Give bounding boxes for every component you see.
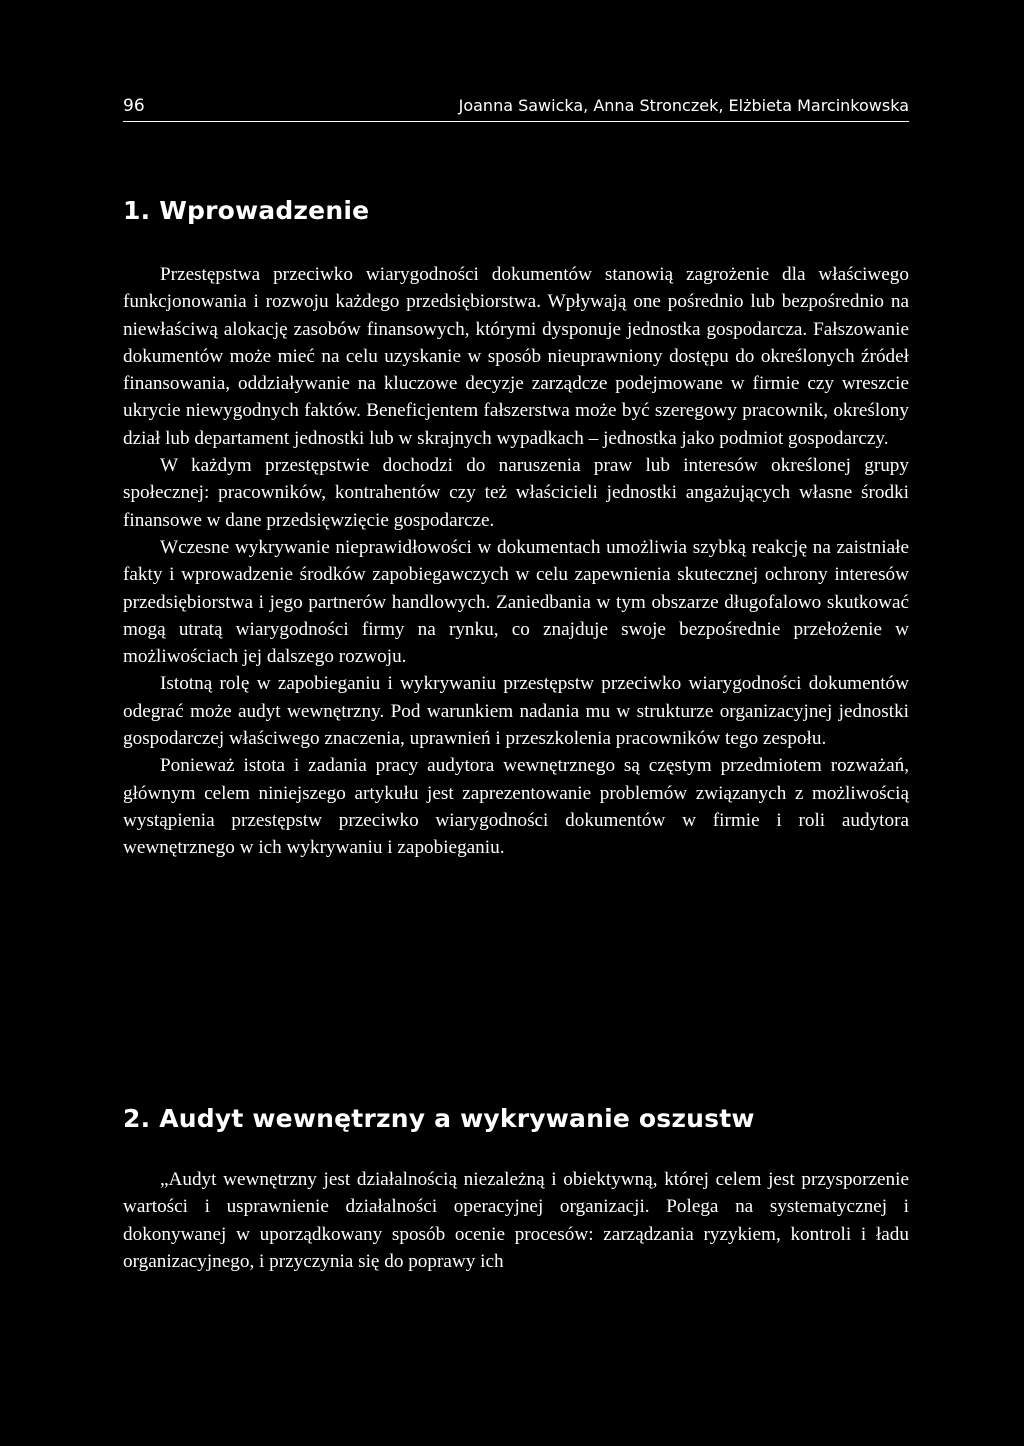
header-rule xyxy=(123,121,909,122)
section-heading-internal-audit: 2. Audyt wewnętrzny a wykrywanie oszustw xyxy=(123,1104,755,1133)
section-heading-introduction: 1. Wprowadzenie xyxy=(123,196,370,225)
paragraph: „Audyt wewnętrzny jest działalnością niezależną i obiektywną, której celem jest przysporzenie wartości i usprawnienie działalności operacyjnej organizacji. Polega na systematycznej i dokonywanej w uporządkowany sposób ocenie procesów: zarządzania ryzykiem, kontroli i ładu organizacyjnego, i przyczynia się do poprawy ich xyxy=(123,1169,909,1272)
document-page xyxy=(123,0,909,1446)
section-body-internal-audit xyxy=(123,1166,909,1275)
running-header-authors: Joanna Sawicka, Anna Stronczek, Elżbieta Marcinkowska xyxy=(458,96,909,115)
paragraph: Wczesne wykrywanie nieprawidłowości w dokumentach umożliwia szybką reakcję na zaistniałe fakty i wprowadzenie środków zapobiegawczych w celu zapewnienia skutecznej ochrony interesów przedsiębiorstwa i jego partnerów handlowych. Zaniedbania w tym obszarze długofalowo skutkować mogą utratą wiarygodności firmy na rynku, co znajduje swoje bezpośrednie przełożenie w możliwościach jej dalszego rozwoju. xyxy=(123,536,909,668)
section-body-introduction xyxy=(123,261,909,862)
paragraph: Ponieważ istota i zadania pracy audytora wewnętrznego są częstym przedmiotem rozważań, głównym celem niniejszego artykułu jest zaprezentowanie problemów związanych z możliwością wystąpienia przestępstw przeciwko wiarygodności dokumentów w firmie i roli audytora wewnętrznego w ich wykrywaniu i zapobieganiu. xyxy=(123,755,909,859)
paragraph: Przestępstwa przeciwko wiarygodności dokumentów stanowią zagrożenie dla właściwego funkcjonowania i rozwoju każdego przedsiębiorstwa. Wpływają one pośrednio lub bezpośrednio na niewłaściwą alokację zasobów finansowych, którymi dysponuje jednostka gospodarcza. Fałszowanie dokumentów może mieć na celu uzyskanie w sposób nieuprawniony dostępu do określonych źródeł finansowania, oddziaływanie na kluczowe decyzje zarządcze podejmowane w firmie czy wreszcie ukrycie niewygodnych faktów. Beneficjentem fałszerstwa może być szeregowy pracownik, określony dział lub departament jednostki lub w skrajnych wypadkach – jednostka jako podmiot gospodarczy. xyxy=(123,264,909,449)
paragraph: W każdym przestępstwie dochodzi do naruszenia praw lub interesów określonej grupy społecznej: pracowników, kontrahentów czy też właścicieli jednostki angażujących własne środki finansowe w dane przedsięwzięcie gospodarcze. xyxy=(123,455,909,531)
page-number: 96 xyxy=(123,96,145,116)
running-header xyxy=(123,96,909,122)
paragraph: Istotną rolę w zapobieganiu i wykrywaniu przestępstw przeciwko wiarygodności dokumentów odegrać może audyt wewnętrzny. Pod warunkiem nadania mu w strukturze organizacyjnej jednostki gospodarczej właściwego znaczenia, uprawnień i przeszkolenia pracowników tego zespołu. xyxy=(123,673,909,750)
